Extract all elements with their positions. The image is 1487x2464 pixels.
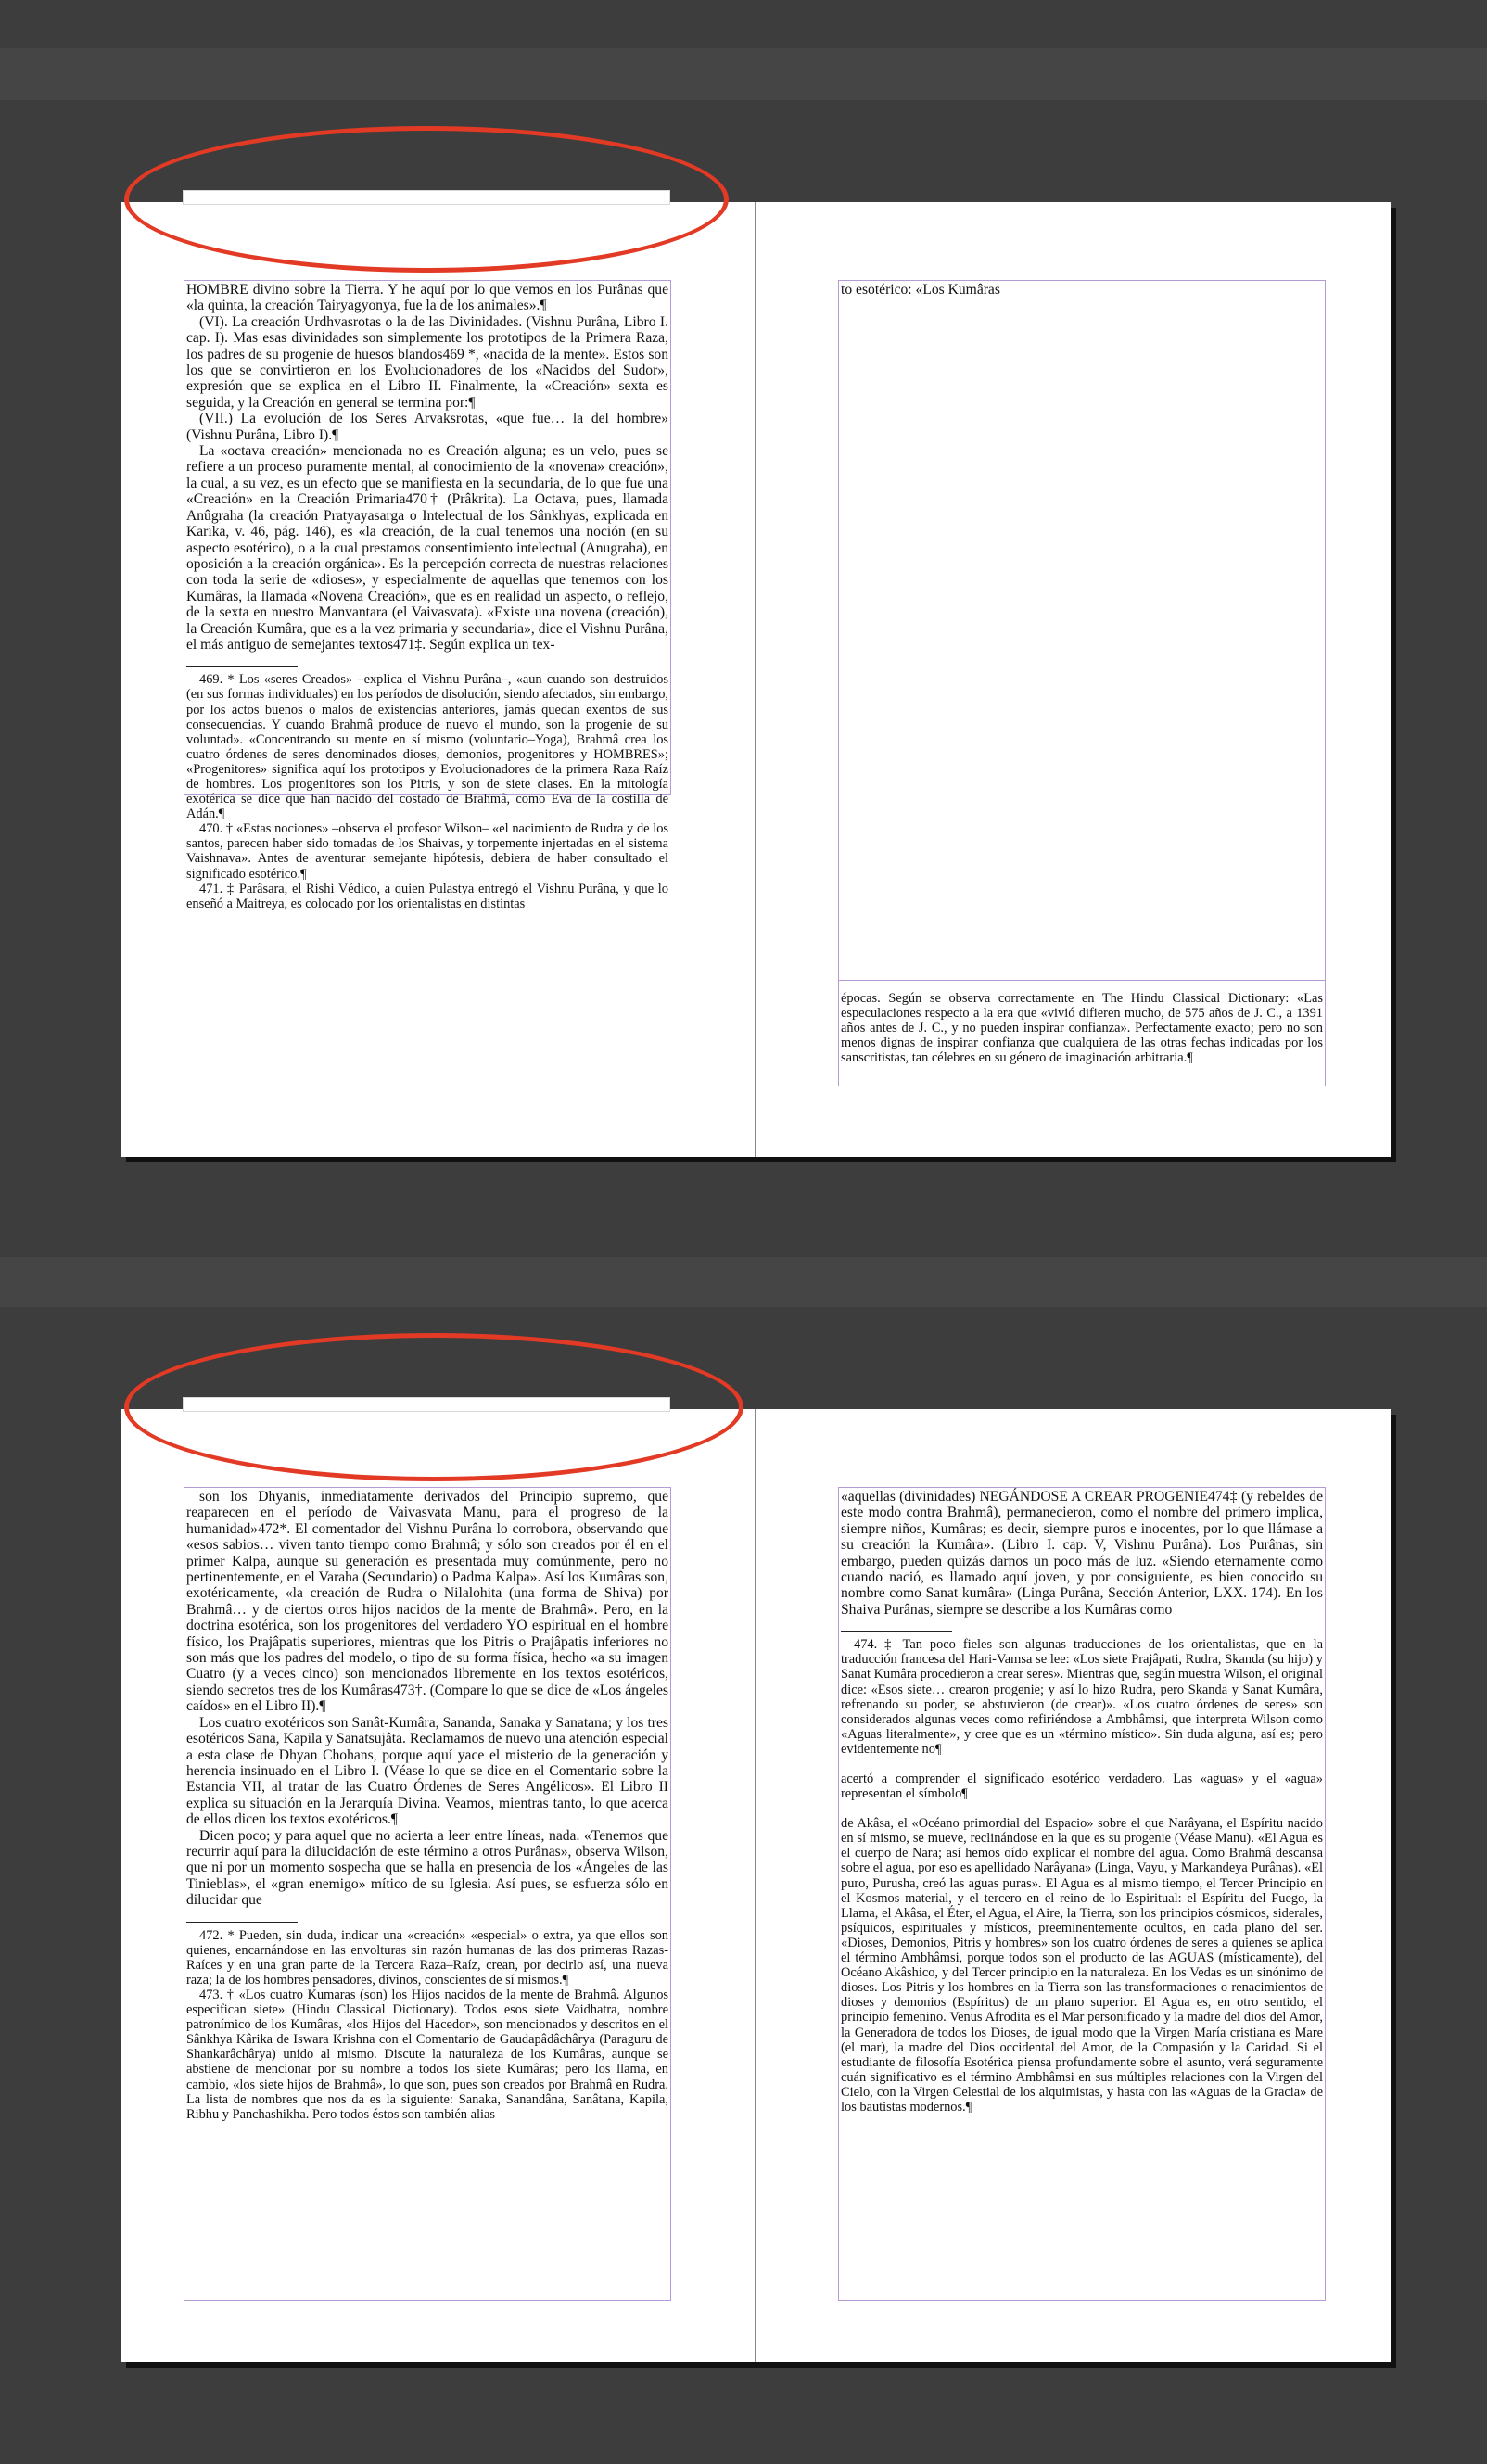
spread-gutter [755,202,756,1157]
body-paragraph: (VI). La creación Urdhvasrotas o la de las Divinidades. (Vishnu Purâna, Libro I. cap. I). Mas esas divinidades son simplemente los prototipos de la Primera Raza, los padres de su progenie de huesos blandos469 *, «nacida de la mente». Estos son los que se convirtieron en los Evolucionadores de los «Nacidos del Sudor», expresión que se explica en el Libro II. Finalmente, la «Creación» sexta es seguida, y la Creación en general se termina por:¶ [186,313,668,411]
body-paragraph: Los cuatro exotéricos son Sanât-Kumâra, Sananda, Sanaka y Sanatana; y los tres esotéricos Sana, Kapila y Sanatsujâta. Reclamamos de nuevo una atención especial a esta clase de Dhyan Chohans, porque aquí yace el misterio de la generación y herencia insinuado en el Libro I. (Véase lo que se dice en el Comentario sobre la Estancia VII, al tratar de las Cuatro Órdenes de Seres Angélicos». El Libro II explica su situación en la Jerarquía Divina. Veamos, mientras tanto, lo que acerca de ellos dicen los textos exotéricos.¶ [186,1714,668,1828]
spread-gutter [755,1409,756,2362]
footnote-separator [186,666,298,667]
pasteboard-band-middle [0,1257,1487,1307]
right-text-frame[interactable] [838,1487,1326,2301]
right-text-frame[interactable] [838,280,1326,981]
body-paragraph: (VII.) La evolución de los Seres Arvaksrotas, «que fue… la del hombre» (Vishnu Purâna, Libro I).¶ [186,411,668,443]
page-spread-1 [121,202,1391,1157]
footnote: 469. * Los «seres Creados» –explica el Vishnu Purâna–, «aun cuando son destruidos (en sus formas individuales) en los períodos de disolución, siendo afectados, sin embargo, por los actos buenos o malos de existencias anteriores, jamás quedan exentos de sus consecuencias. Y cuando Brahmâ produce de nuevo el mundo, son la progenie de su voluntad». «Concentrando su mente en sí mismo (voluntario–Yoga), Brahmâ crea los cuatro órdenes de seres denominados dioses, demonios, progenitores y HOMBRES»; «Progenitores» significa aquí los prototipos y Evolucionadores de la primera Raza Raíz de hombres. Los progenitores son los Pitris, y son de siete clases. En la mitología exotérica se dice que han nacido del costado de Brahmâ, como Eva de la costilla de Adán.¶ [186,672,668,822]
body-paragraph: son los Dhyanis, inmediatamente derivados del Principio supremo, que reaparecen en el período de Vaivasvata Manu, para el progreso de la humanidad»472*. El comentador del Vishnu Purâna lo corrobora, observando que «esos sabios… viven tanto tiempo como Brahmâ; y sólo son creados por él en el primer Kalpa, aunque su generación es presentada muy comúnmente, pero no pertinentemente, en el Varaha (Secundario) o Padma Kalpa». Así los Kumâras son, exotéricamente, «la creación de Rudra o Nilalohita (una forma de Shiva) por Brahmâ… y de ciertos otros hijos nacidos de la mente de Brahmâ». Pero, en la doctrina esotérica, son los progenitores del verdadero YO espiritual en el hombre físico, los Prajâpatis superiores, mientras que los Pitris o Prajâpatis inferiores no son más que los padres del modelo, o tipo de su forma física, hecho «a su imagen Cuatro (y a veces cinco) son mencionados libremente en los textos esotéricos, siendo secretos tres de los Kumâras473†. (Compare lo que se dice de «Los ángeles caídos» en el Libro II).¶ [186,1489,668,1715]
body-paragraph: HOMBRE divino sobre la Tierra. Y he aquí por lo que vemos en los Purânas que «la quinta, la creación Tairyagyonya, fue la de los animales».¶ [186,282,668,314]
annotation-circle [124,126,729,273]
body-paragraph: «aquellas (divinidades) NEGÁNDOSE A CREAR PROGENIE474‡ (y rebeldes de este modo contra Brahmâ), permanecieron, como el nombre del primero implica, siempre niños, Kumâras; es decir, siempre puros e inocentes, por lo que llámase a su creación la Kumâra». (Libro I. cap. V, Vishnu Purâna). Los Purânas, sin embargo, pueden quizás darnos un poco más de luz. «Siendo eternamente como cuando nació, es llamado aquí joven, y por consiguiente, es bien conocido su nombre como Sanat kumâra» (Linga Purâna, Sección Anterior, LXX. 174). En los Shaiva Purânas, siempre se describe a los Kumâras como [841,1489,1323,1618]
footnote: 470. † «Estas nociones» –observa el profesor Wilson– «el nacimiento de Rudra y de los santos, parecen haber sido tomadas de los Shaivas, y torpemente injertadas en el sistema Vaishnava». Antes de aventurar semejante hipótesis, debiera de haber consultado el significado esotérico.¶ [186,821,668,882]
footnote: acertó a comprender el significado esotérico verdadero. Las «aguas» y el «agua» representan el símbolo¶ [841,1772,1323,1802]
page-spread-2 [121,1409,1391,2362]
left-text-frame[interactable] [184,1487,671,2301]
annotation-circle [124,1333,744,1481]
footnote: 474. ‡ Tan poco fieles son algunas traducciones de los orientalistas, que en la traducción francesa del Hari-Vamsa se lee: «Los siete Prajâpati, Rudra, Skanda (su hijo) y Sanat Kumâra procedieron a crear seres». Mientras que, según muestra Wilson, el original dice: «Esos siete… crearon progenie; y así lo hizo Rudra, pero Skanda y Sanat Kumâra, refrenando su poder, se abstuvieron (de crear)». «Los cuatro órdenes de seres» son considerados algunas veces como refiriéndose a Ambhâmsi, que interpreta Wilson como «Aguas literalmente», y cree que es un «término místico». Sin duda alguna, así es; pero evidentemente no¶ [841,1637,1323,1757]
body-paragraph: Dicen poco; y para aquel que no acierta a leer entre líneas, nada. «Tenemos que recurrir aquí para la dilucidación de este término a otros Purânas», observa Wilson, que ni por un momento sospecha que se halla en presencia de los «Ángeles de las Tinieblas», el «gran enemigo» mítico de su Iglesia. Así pues, se esfuerza sólo en dilucidar que [186,1827,668,1909]
footnote: de Akâsa, el «Océano primordial del Espacio» sobre el que Narâyana, el Espíritu nacido en sí mismo, se mueve, reclinándose en la que es su progenie (Véase Manu). «El Agua es el cuerpo de Nara; así hemos oído explicar el nombre del agua. Como Brahmâ descansa sobre el agua, por eso es apellidado Narâyana» (Linga, Vayu, y Markandeya Purânas). «El puro, Purusha, creó las aguas puras». El Agua es al mismo tiempo, el Tercer Principio en el Kosmos material, y el tercero en el reino de lo Espiritual: el Espíritu del Fuego, la Llama, el Akâsa, el Éter, el Agua, el Aire, la Tierra, son los principios cósmicos, siderales, psíquicos, espirituales y místicos, preeminentemente ocultos, en cada plano del ser. «Dioses, Demonios, Pitris y hombres» son los cuatro órdenes de seres a quienes se aplica el término Ambhâmsi, porque todos son el producto de las AGUAS (místicamente), del Océano Akâshico, y del Tercer principio en la naturaleza. En los Vedas es un sinónimo de dioses. Los Pitris y los hombres en la Tierra son las transformaciones o renacimientos de dioses y demonios (Espíritus) de un plano superior. El Agua es, en otro sentido, el principio femenino. Venus Afrodita es el Mar personificado y la madre del dios del Amor, la Generadora de todos los Dioses, de igual modo que la Virgen María cristiana es Mare (el mar), la madre del Dios occidental del Amor, de la Compasión y la Caridad. Si el estudiante de filosofía Esotérica piensa profundamente sobre el asunto, verá seguramente cuán significativo es el término Ambhâmsi en sus múltiples relaciones con la Virgen del Cielo, con la Virgen Celestial de los alquimistas, y hasta con las «Aguas de la Gracia» de los bautistas modernos.¶ [841,1816,1323,2115]
footnote-separator [841,1631,952,1632]
footnote: 472. * Pueden, sin duda, indicar una «creación» «especial» o extra, ya que ellos son quienes, encarnándose en las envolturas sin razón humanas de las dos primeras Razas-Raíces y en una gran parte de la Tercera Raza–Raíz, crean, por decirlo así, una nueva raza; la de los hombres pensadores, divinos, conscientes de sí mismos.¶ [186,1927,668,1988]
left-text-frame[interactable] [184,280,671,911]
footnote: 473. † «Los cuatro Kumaras (son) los Hijos nacidos de la mente de Brahmâ. Algunos especifican siete» (Hindu Classical Dictionary). Todos esos siete Vaidhatra, nombre patronímico de los Kumâras, «los Hijos del Hacedor», son mencionados y descritos en el Sânkhya Kârika de Iswara Krishna con el Comentario de Gaudapâdâchârya (Paraguru de Shankarâchârya) unido al mismo. Discute la naturaleza de los Kumâras, aunque se abstiene de mencionar por su nombre a todos los siete Kumâras; pero los llama, en cambio, «los siete hijos de Brahmâ», lo que son, pues son creados por Brahmâ en Rudra. La lista de nombres que nos da es la siguiente: Sanaka, Sanandâna, Sanâtana, Kapila, Ribhu y Panchashikha. Pero todos éstos son también alias [186,1987,668,2122]
footnote: épocas. Según se observa correctamente en The Hindu Classical Dictionary: «Las especulaciones respecto a la era que «vivió difieren mucho, de 575 años de J. C., a 1391 años antes de J. C., y no pueden inspirar confianza». Perfectamente exacto; pero no son menos dignas de inspirar confianza que cualquiera de las otras fechas indicadas por los sanscritistas, tan célebres en su género de imaginación arbitraria.¶ [841,991,1323,1066]
body-paragraph: to esotérico: «Los Kumâras [841,282,1000,298]
footnote: 471. ‡ Parâsara, el Rishi Védico, a quien Pulastya entregó el Vishnu Purâna, y que lo enseñó a Maitreya, es colocado por los orientalistas en distintas [186,881,668,911]
right-footnote-frame[interactable] [838,981,1326,1086]
pasteboard-band-top [0,48,1487,100]
body-paragraph: La «octava creación» mencionada no es Creación alguna; es un velo, pues se refiere a un proceso puramente mental, al conocimiento de la «novena» creación», la cual, a su vez, es un efecto que se manifiesta en la secundaria, de lo que fue una «Creación» en la Creación Primaria470† (Prâkrita). La Octava, pues, llamada Anûgraha (la creación Pratyayasarga o Intelectual de los Sânkhyas, explicada en Karika, v. 46, pág. 146), es «la creación, de la cual tenemos una noción (en su aspecto esotérico), o a la cual prestamos consentimiento intelectual (Anugraha), en oposición a la creación orgánica». Es la percepción correcta de nuestras relaciones con toda la serie de «dioses», y especialmente de aquellas que tenemos con los Kumâras, la llamada «Novena Creación», que es en realidad un aspecto, o reflejo, de la sexta en nuestro Manvantara (el Vaivasvata). «Existe una novena (creación), la Creación Kumâra, que es a la vez primaria y secundaria», dice el Vishnu Purâna, el más antiguo de semejantes textos471‡. Según explica un tex- [186,443,668,653]
footnote-separator [186,1922,298,1923]
